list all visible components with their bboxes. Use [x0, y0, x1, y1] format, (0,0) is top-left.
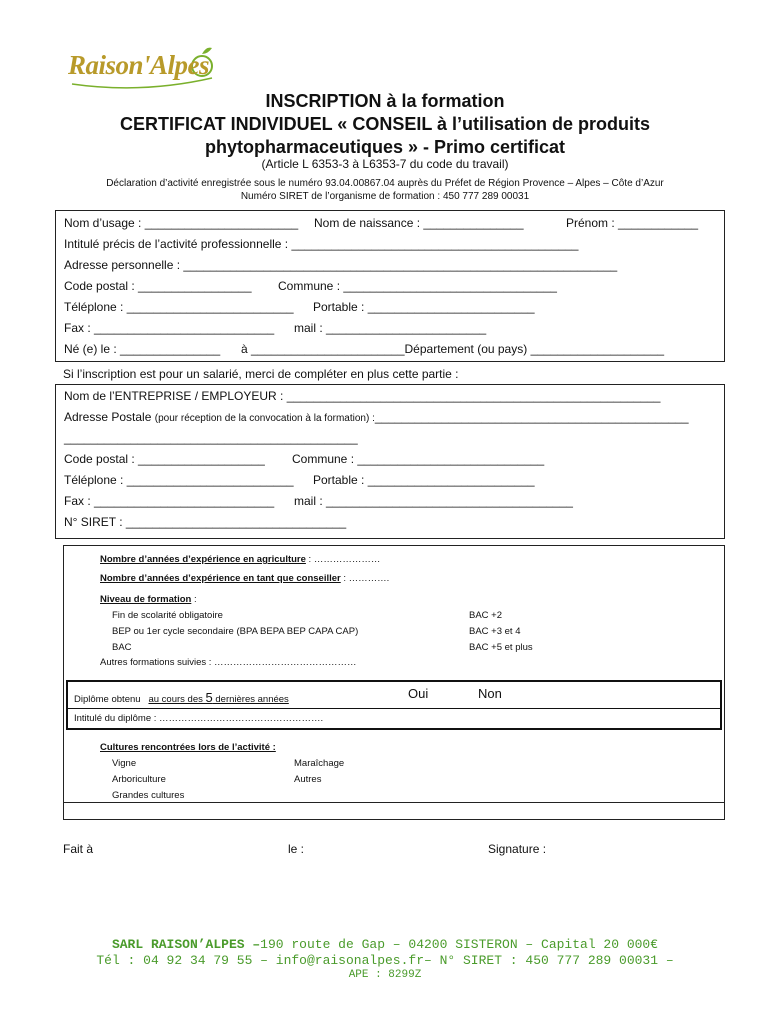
experience-agriculture[interactable]	[100, 554, 380, 565]
diplome-label	[74, 690, 289, 705]
logo-name: Raison'Alpes	[68, 50, 210, 80]
nom-entreprise-field[interactable]: Nom de l’ENTREPRISE / EMPLOYEUR : ________________________________________________________	[64, 389, 661, 403]
niveau-option[interactable]: BAC +5 et plus	[469, 642, 533, 653]
culture-option[interactable]: Grandes cultures	[112, 790, 185, 801]
footer-address: 190 route de Gap – 04200 SISTERON – Capital 20 000€	[260, 937, 659, 952]
employer-fax-field[interactable]: Fax : ___________________________	[64, 494, 275, 508]
niveau-formation-label: Niveau de formation	[100, 594, 192, 605]
siret-organisme: Numéro SIRET de l’organisme de formation : 450 777 289 00031	[240, 191, 530, 202]
diplome-divider	[68, 708, 720, 709]
date-field[interactable]: le :	[288, 842, 305, 856]
niveau-option[interactable]: BAC +3 et 4	[469, 626, 521, 637]
niveau-formation-heading	[100, 594, 197, 605]
footer-company: SARL RAISON’ALPES –	[111, 937, 261, 952]
footer-line1	[0, 937, 770, 952]
experience-conseiller[interactable]	[100, 573, 389, 584]
niveau-option[interactable]: BAC	[112, 642, 132, 653]
adresse-postale-text: Adresse Postale	[64, 410, 152, 424]
commune-field[interactable]: Commune : ________________________________	[278, 279, 557, 293]
experience-agriculture-label: Nombre d’années d’expérience en agriculture	[100, 554, 306, 565]
diplome-cours: au cours des	[148, 694, 206, 705]
page-title-line3: phytopharmaceutiques » - Primo certificat	[204, 137, 566, 157]
ne-le-field[interactable]: Né (e) le : _______________	[64, 342, 221, 356]
intitule-diplome-field[interactable]: Intitulé du diplôme : …………………………………………….	[74, 713, 324, 724]
diplome-oui-option[interactable]: Oui	[408, 686, 429, 701]
adresse-postale-label[interactable]	[64, 410, 689, 424]
niveau-formation-colon: :	[191, 594, 197, 605]
diplome-annees: dernières années	[212, 694, 289, 705]
cultures-heading: Cultures rencontrées lors de l’activité :	[100, 742, 276, 753]
employer-telephone-field[interactable]: Téléplone : _________________________	[64, 473, 294, 487]
employer-info-box	[55, 384, 725, 539]
salarie-note: Si l’inscription est pour un salarié, merci de compléter en plus cette partie :	[63, 367, 459, 381]
nom-naissance-field[interactable]: Nom de naissance : _______________	[314, 216, 524, 230]
signature-field[interactable]: Signature :	[488, 842, 547, 856]
employer-mail-field[interactable]: mail : _____________________________________	[294, 494, 573, 508]
diplome-period	[148, 690, 289, 705]
experience-agriculture-dots: : …………………	[305, 554, 381, 565]
adresse-postale-line1: _______________________________________________	[374, 410, 689, 424]
culture-option[interactable]: Autres	[294, 774, 322, 785]
autres-formations-field[interactable]: Autres formations suivies : ………………………………………	[100, 657, 357, 668]
employer-siret-field[interactable]: N° SIRET : _________________________________	[64, 515, 347, 529]
cultures-divider	[64, 802, 724, 803]
adresse-personnelle-field[interactable]: Adresse personnelle : _________________________________________________________________	[64, 258, 618, 272]
culture-option[interactable]: Vigne	[112, 758, 137, 769]
experience-box	[63, 545, 725, 820]
company-logo	[62, 40, 222, 90]
page-title-line2: CERTIFICAT INDIVIDUEL « CONSEIL à l’utilisation de produits	[119, 114, 651, 134]
article-reference: (Article L 6353-3 à L6353-7 du code du travail)	[261, 157, 509, 171]
mail-field[interactable]: mail : ________________________	[294, 321, 487, 335]
portable-field[interactable]: Portable : _________________________	[313, 300, 535, 314]
diplome-five: 5	[205, 690, 213, 705]
prenom-field[interactable]: Prénom : ____________	[566, 216, 699, 230]
personal-info-box	[55, 210, 725, 362]
employer-commune-field[interactable]: Commune : ____________________________	[292, 452, 545, 466]
experience-conseiller-label: Nombre d’années d’expérience en tant que conseiller	[100, 573, 341, 584]
niveau-option[interactable]: BEP ou 1er cycle secondaire (BPA BEPA BEP CAPA CAP)	[112, 626, 359, 637]
niveau-option[interactable]: BAC +2	[469, 610, 503, 621]
code-postal-field[interactable]: Code postal : _________________	[64, 279, 252, 293]
declaration-text: Déclaration d’activité enregistrée sous le numéro 93.04.00867.04 auprès du Préfet de Région Provence – Alpes – Côte d’Azur	[106, 178, 664, 189]
diplome-non-option[interactable]: Non	[478, 686, 502, 701]
telephone-field[interactable]: Téléplone : _________________________	[64, 300, 294, 314]
culture-option[interactable]: Arboriculture	[112, 774, 166, 785]
diplome-label-text: Diplôme obtenu	[74, 694, 141, 705]
employer-portable-field[interactable]: Portable : _________________________	[313, 473, 535, 487]
adresse-postale-line2[interactable]: ____________________________________________	[64, 431, 358, 445]
footer-line2: Tél : 04 92 34 79 55 – info@raisonalpes.fr– N° SIRET : 450 777 289 00031 –	[96, 953, 674, 968]
intitule-activite-field[interactable]: Intitulé précis de l’activité professionnelle : ___________________________________________	[64, 237, 579, 251]
page-title-line1: INSCRIPTION à la formation	[265, 91, 505, 111]
experience-conseiller-dots: : ………….	[340, 573, 390, 584]
fait-a-field[interactable]: Fait à	[63, 842, 94, 856]
lieu-naissance-field[interactable]: à _______________________Département (ou pays) ____________________	[241, 342, 665, 356]
culture-option[interactable]: Maraîchage	[294, 758, 345, 769]
footer-line3: APE : 8299Z	[348, 969, 422, 981]
fax-field[interactable]: Fax : ___________________________	[64, 321, 275, 335]
employer-code-postal-field[interactable]: Code postal : ___________________	[64, 452, 265, 466]
niveau-option[interactable]: Fin de scolarité obligatoire	[112, 610, 223, 621]
nom-usage-field[interactable]: Nom d’usage : _______________________	[64, 216, 299, 230]
diplome-box	[66, 680, 722, 730]
adresse-postale-note: (pour réception de la convocation à la formation) :	[154, 413, 375, 424]
